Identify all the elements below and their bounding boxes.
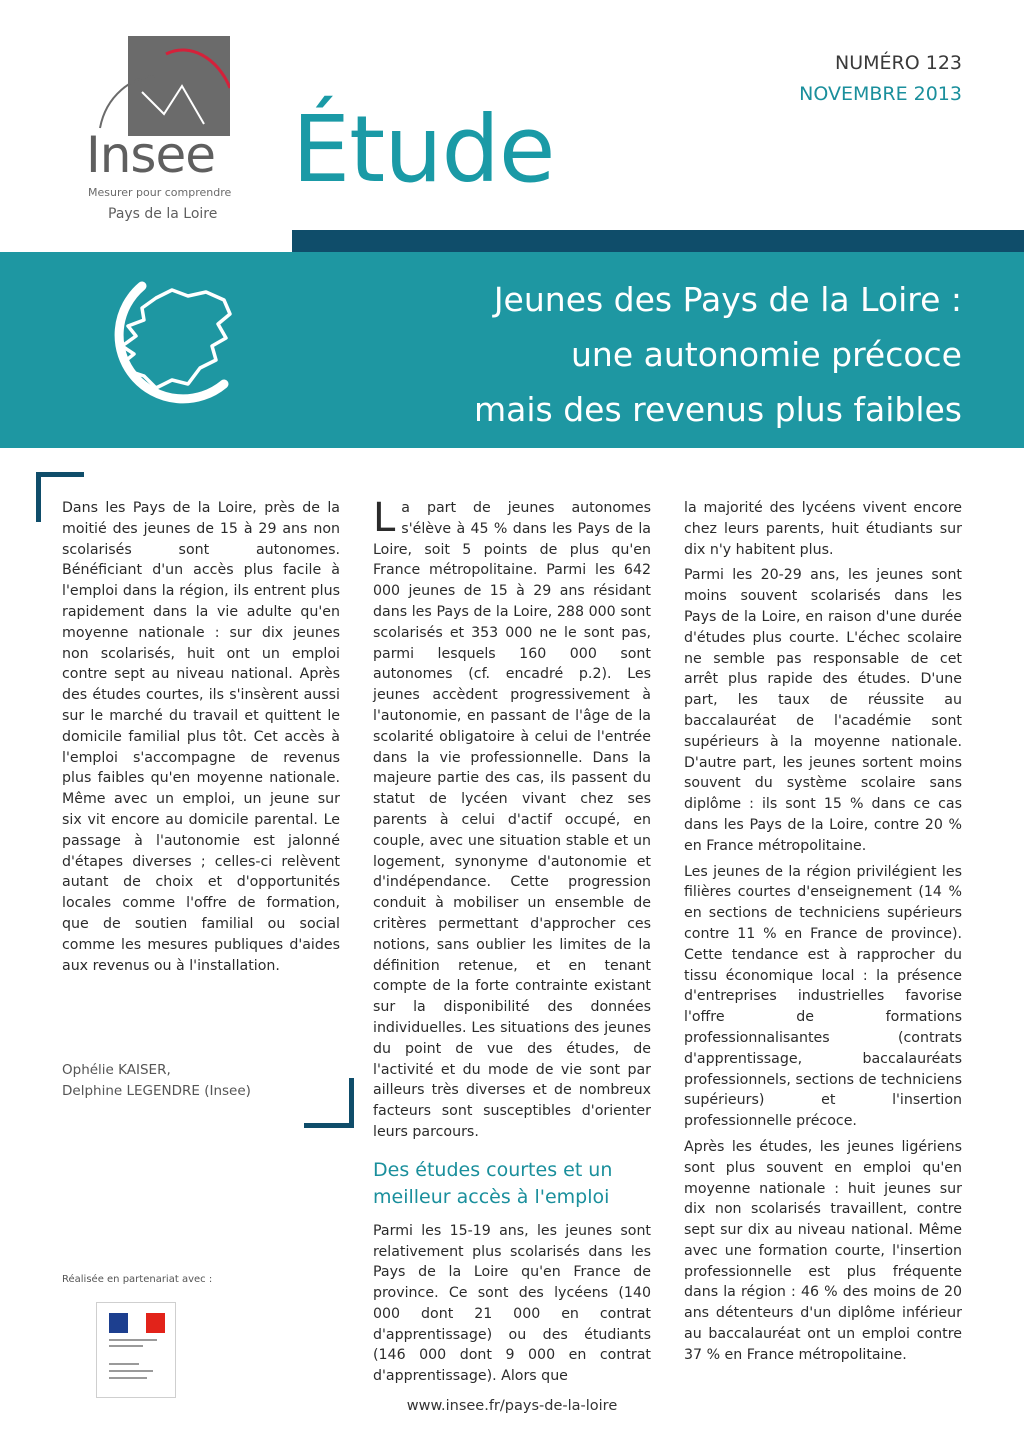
author-2: Delphine LEGENDRE (Insee) (62, 1083, 251, 1099)
title-line-2: une autonomie précoce (571, 335, 962, 374)
region-map-icon (84, 280, 244, 420)
body-paragraph: Parmi les 20-29 ans, les jeunes sont moins souvent scolarisés dans les Pays de la Loire, en raison d'une durée d'études plus courte. L'échec scolaire ne semble pas responsable de cet arrêt plus rapide des études. D'une part, les taux de réussite au baccalauréat de l'académie sont supérieurs à la moyenne nationale. D'autre part, les jeunes sortent moins souvent du système scolaire sans diplôme : ils sont 15 % dans ce cas dans les Pays de la Loire, contre 20 % en France métropolitaine. (684, 567, 962, 854)
section-heading: Des études courtes et un meilleur accès à l'emploi (373, 1158, 613, 1208)
french-flag-icon (109, 1313, 165, 1333)
logo-wordmark: Insee (86, 126, 216, 184)
partner-logo (96, 1302, 176, 1398)
title-line-1: Jeunes des Pays de la Loire : (493, 280, 962, 319)
logo-tagline: Mesurer pour comprendre (88, 186, 232, 199)
body-column-3 (684, 498, 962, 1371)
intro-text: a part de jeunes autonomes s'élève à 45 % dans les Pays de la Loire, soit 5 points de plus qu'en France métropolitaine. Parmi les 642 000 jeunes de 15 à 29 ans résidant dans les Pays de la Loire, 288 000 sont scolarisés et 353 000 ne le sont pas, parmi lesquels 160 000 sont autonomes (cf. encadré p.2). Les jeunes accèdent progressivement à l'autonomie, en passant de l'âge de la scolarité obligatoire à celui de l'entrée dans la vie professionnelle. Dans la majeure partie des cas, ils passent du statut de lycéen vivant chez ses parents à celui d'actif occupé, en couple, avec une situation stable et un logement, synonyme d'autonomie et d'indépendance. Cette progression conduit à mobiliser un ensemble de critères permettant d'approcher ces notions, sans oublier les limites de la définition retenue, et en tenant compte de la forte contrainte existant sur la disponibilité des données individuelles. Les situations des jeunes du point de vue des études, de l'activité et du mode de vie sont par ailleurs très diverses et de nombreux facteurs sont susceptibles d'orienter leurs parcours. (373, 500, 651, 1140)
header-dark-bar (292, 230, 1024, 252)
body-paragraph: Parmi les 15-19 ans, les jeunes sont relativement plus scolarisés dans les Pays de la Loire qu'en France de province. Ce sont des lycéens (140 000 dont 21 000 en contrat d'apprentissage) ou des étudiants (146 000 dont 9 000 en contrat d'apprentissage). Alors que (373, 1222, 651, 1385)
summary-bracket-bottom (304, 1078, 354, 1128)
insee-logo (86, 36, 236, 226)
body-paragraph: Après les études, les jeunes ligériens sont plus souvent en emploi qu'en moyenne nationale : huit jeunes sur dix non scolarisés travaillent, contre sept sur dix au niveau national. Même avec une formation courte, l'insertion professionnelle est plus fréquente dans la région : 46 % des moins de 20 ans détenteurs d'un diplôme inférieur au baccalauréat ont un emploi contre 37 % en France métropolitaine. (684, 1138, 962, 1363)
footer-url[interactable]: www.insee.fr/pays-de-la-loire (406, 1398, 618, 1414)
logo-swoosh-icon (86, 36, 236, 136)
main-title (474, 272, 962, 437)
issue-date: NOVEMBRE 2013 (799, 83, 962, 105)
logo-region: Pays de la Loire (108, 206, 218, 222)
title-line-3: mais des revenus plus faibles (474, 390, 962, 429)
issue-number: NUMÉRO 123 (835, 52, 962, 74)
body-column-2 (373, 495, 651, 1392)
intro-paragraph (373, 495, 651, 1143)
series-title: Étude (292, 96, 555, 203)
summary-column (62, 498, 340, 981)
dropcap: L (373, 495, 396, 541)
body-paragraph: la majorité des lycéens vivent encore chez leurs parents, huit étudiants sur dix n'y habitent plus. (684, 500, 962, 558)
author-1: Ophélie KAISER, (62, 1062, 171, 1078)
body-paragraph: Les jeunes de la région privilégient les filières courtes d'enseignement (14 % en sections de techniciens supérieurs contre 11 % en France de province). Cette tendance est à rapprocher du tissu économique local : la présence d'entreprises industrielles favorise l'offre de formations professionnalisantes (contrats d'apprentissage, baccalauréats professionnels, sections de techniciens supérieurs) et l'insertion professionnelle précoce. (684, 863, 962, 1130)
summary-text: Dans les Pays de la Loire, près de la moitié des jeunes de 15 à 29 ans non scolarisés sont autonomes. Bénéficiant d'un accès plus facile à l'emploi dans la région, ils entrent plus rapidement dans la vie adulte qu'en moyenne nationale : sur dix jeunes non scolarisés, huit ont un emploi contre sept au niveau national. Après des études courtes, ils s'insèrent aussi sur le marché du travail et quittent le domicile familial plus tôt. Cet accès à l'emploi s'accompagne de revenus plus faibles qu'en moyenne nationale. Même avec un emploi, un jeune sur six vit encore au domicile parental. Le passage à l'autonomie est jalonné d'étapes diverses ; celles-ci relèvent autant de choix et d'opportunités locales comme l'offre de formation, que de soutien familial ou social comme les mesures publiques d'aides aux revenus ou à l'installation. (62, 500, 340, 974)
partner-label: Réalisée en partenariat avec : (62, 1274, 213, 1285)
issue-info (799, 48, 962, 110)
authors (62, 1060, 251, 1102)
